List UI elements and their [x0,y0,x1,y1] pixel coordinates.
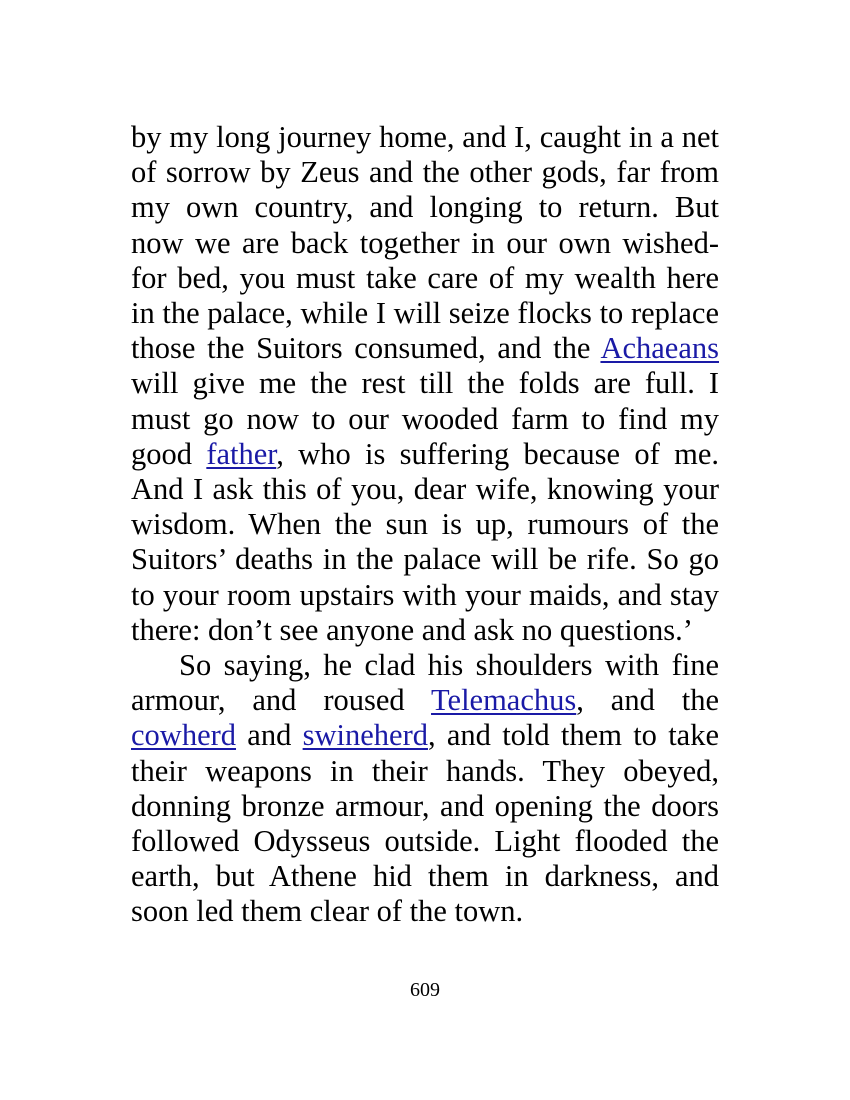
link-father[interactable]: father [206,436,277,471]
link-cowherd[interactable]: cowherd [131,718,237,753]
paragraph-1 [131,120,719,648]
link-swineherd[interactable]: swineherd [302,718,428,753]
text-run: So saying, he clad his shoulders with fine armour, and roused [131,648,719,718]
link-achaeans[interactable]: Achaeans [600,331,719,366]
text-run: , who is suffering because of me. And I ask this of you, dear wife, knowing your wisdom. When the sun is up, rumours of the Suitors’ deaths in the palace will be rife. So go to your room upstairs with your maids, and stay there: don’t see anyone and ask no questions.’ [131,436,720,647]
page-number: 609 [410,979,440,1001]
body-text [131,120,719,930]
text-run: and [236,718,303,753]
text-run: , and told them to take their weapons in their hands. They obeyed, donning bronze armour, and opening the doors followed Odysseus outside. Light flooded the earth, but Athene hid them in darkness, and soon led them clear of the town. [131,718,719,929]
paragraph-2 [131,648,719,930]
text-run: by my long journey home, and I, caught in a net of sorrow by Zeus and the other gods, far from my own country, and longing to return. But now we are back together in our own wished-for bed, you must take care of my wealth here in the palace, while I will seize flocks to replace those the Suitors consumed, and the [131,120,719,366]
text-run: will give me the rest till the folds are full. I must go now to our wooded farm to find my good [131,366,719,471]
link-telemachus[interactable]: Telemachus [431,683,577,718]
text-run: , and the [576,683,719,718]
